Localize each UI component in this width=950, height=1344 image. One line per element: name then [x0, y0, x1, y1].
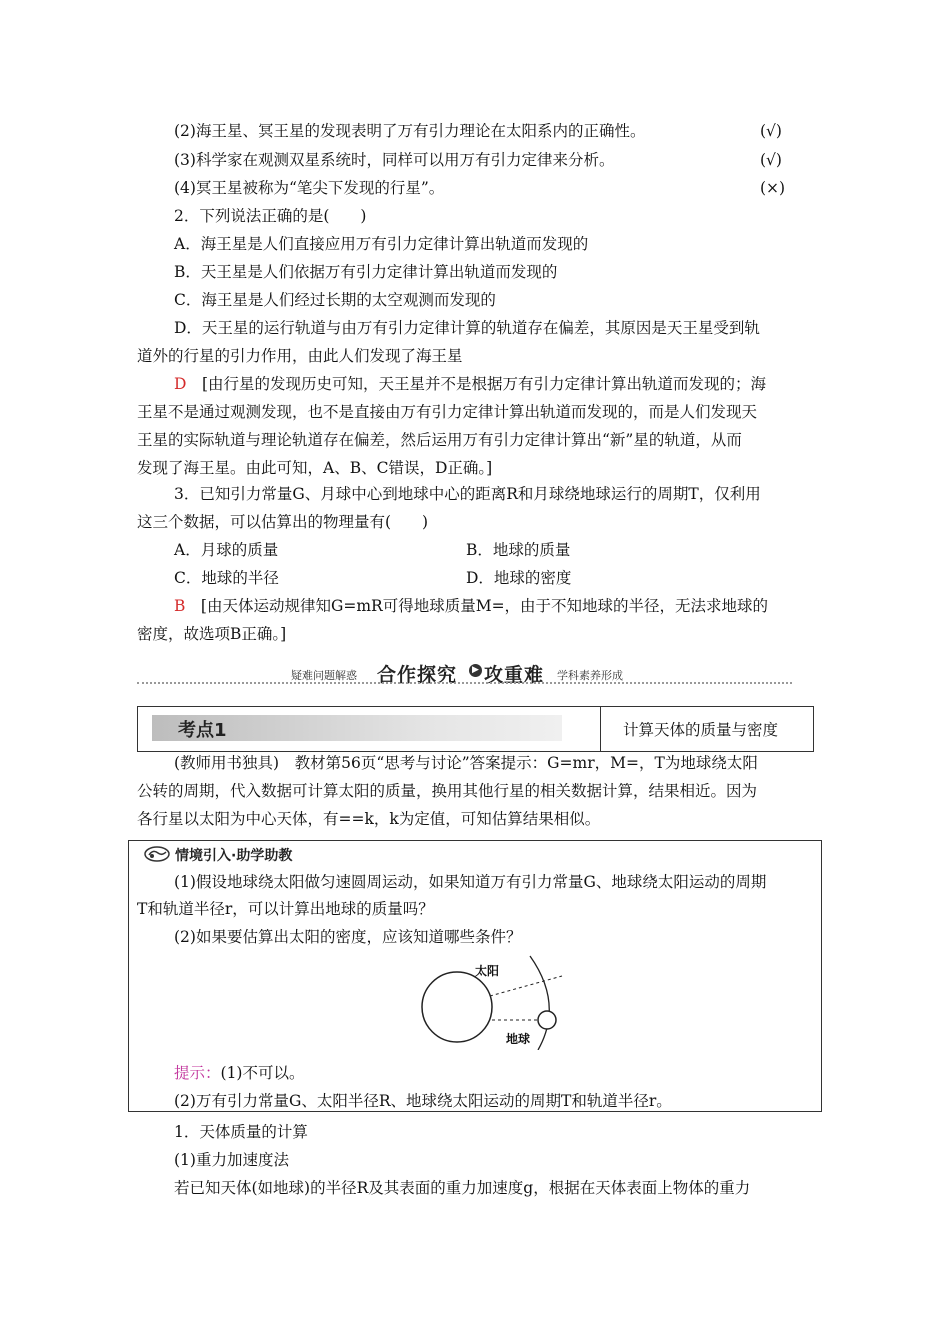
teacher-note-line3: 各行星以太阳为中心天体，有==k，k为定值，可知估算结果相似。 [137, 810, 601, 828]
q2-explain-4: 发现了海王星。由此可知，A、B、C错误，D正确。] [137, 459, 493, 477]
banner-divider [137, 682, 792, 684]
teacher-note-line1: (教师用书独具) 教材第56页“思考与讨论”答案提示：G=mr，M=，T为地球绕太阳 [174, 754, 758, 772]
judge-mark-4: (×) [760, 179, 786, 197]
q3-explain-1: [由天体运动规律知G=mR可得地球质量M=，由于不知地球的半径，无法求地球的 [200, 597, 769, 615]
q2-option-d-line2: 道外的行星的引力作用，由此人们发现了海王星 [137, 347, 463, 365]
q3-option-c: C．地球的半径 [174, 569, 279, 587]
q3-answer: B [174, 597, 186, 615]
q3-answer-line1 [174, 595, 768, 617]
q2-explain-3: 王星的实际轨道与理论轨道存在偏差，然后运用万有引力定律计算出“新”星的轨道，从而 [137, 431, 742, 449]
q2-option-d-line1: D．天王星的运行轨道与由万有引力定律计算的轨道存在偏差，其原因是天王星受到轨 [174, 319, 760, 337]
banner-title-2: 攻重难 [484, 664, 545, 686]
kaodian-tab [152, 715, 562, 741]
q2-option-b: B．天王星是人们依据万有引力定律计算出轨道而发现的 [174, 263, 558, 281]
judge-item-4: (4)冥王星被称为“笔尖下发现的行星”。 [174, 179, 445, 197]
section-text-1: 若已知天体(如地球)的半径R及其表面的重力加速度g，根据在天体表面上物体的重力 [174, 1179, 751, 1197]
judge-mark-3: (√) [760, 151, 782, 169]
banner-left-text: 疑难问题解惑 [291, 669, 357, 682]
situation-q1-line2: T和轨道半径r，可以计算出地球的质量吗？ [137, 900, 434, 918]
q2-answer-line1 [174, 373, 766, 395]
kaodian-title: 计算天体的质量与密度 [623, 721, 779, 739]
judge-item-2: (2)海王星、冥王星的发现表明了万有引力理论在太阳系内的正确性。 [174, 122, 646, 140]
judge-mark-2: (√) [760, 122, 782, 140]
section-heading: 1．天体质量的计算 [174, 1123, 308, 1141]
earth-orbit-arc [530, 956, 549, 1050]
hint-label: 提示： [174, 1064, 221, 1082]
section-subheading: (1)重力加速度法 [174, 1151, 289, 1169]
kaodian-divider [600, 707, 601, 751]
q3-option-b: B．地球的质量 [466, 541, 571, 559]
dashed-line-upper [490, 976, 562, 996]
arrow-right-icon: ▶ [469, 664, 482, 677]
situation-title: 情境引入·助学助教 [175, 848, 293, 864]
section-banner [137, 660, 792, 686]
sun-circle [422, 972, 492, 1042]
q3-option-a: A．月球的质量 [174, 541, 279, 559]
situation-q2: (2)如果要估算出太阳的密度，应该知道哪些条件？ [174, 928, 522, 946]
situation-q1-line1: (1)假设地球绕太阳做匀速圆周运动，如果知道万有引力常量G、地球绕太阳运动的周期 [174, 873, 767, 891]
earth-circle [538, 1011, 556, 1029]
teacher-note-line2: 公转的周期，代入数据可计算太阳的质量，换用其他行星的相关数据计算，结果相近。因为 [137, 782, 758, 800]
q3-stem-line1: 3．已知引力常量G、月球中心到地球中心的距离R和月球绕地球运行的周期T，仅利用 [174, 485, 761, 503]
kaodian-box [137, 706, 814, 752]
sun-label: 太阳 [475, 964, 500, 978]
q2-option-c: C．海王星是人们经过长期的太空观测而发现的 [174, 291, 496, 309]
q2-option-a: A．海王星是人们直接应用万有引力定律计算出轨道而发现的 [174, 235, 589, 253]
hint-1: (1)不可以。 [220, 1064, 305, 1082]
q2-answer: D [174, 375, 187, 393]
sun-earth-figure [412, 954, 572, 1050]
banner-right-text: 学科素养形成 [557, 669, 623, 682]
hint-line2: (2)万有引力常量G、太阳半径R、地球绕太阳运动的周期T和轨道半径r。 [174, 1092, 672, 1110]
hint-line1 [174, 1062, 304, 1084]
q3-stem-line2: 这三个数据，可以估算出的物理量有( ) [137, 513, 429, 531]
banner-title-1: 合作探究 [377, 664, 458, 686]
kaodian-label: 考点1 [178, 720, 227, 741]
q3-option-d: D．地球的密度 [466, 569, 572, 587]
earth-label: 地球 [506, 1032, 531, 1046]
q3-explain-2: 密度，故选项B正确。] [137, 625, 287, 643]
q2-explain-2: 王星不是通过观测发现，也不是直接由万有引力定律计算出轨道而发现的，而是人们发现天 [137, 403, 758, 421]
q2-explain-1: [由行星的发现历史可知，天王星并不是根据万有引力定律计算出轨道而发现的；海 [201, 375, 767, 393]
q2-stem: 2．下列说法正确的是( ) [174, 207, 367, 225]
judge-item-3: (3)科学家在观测双星系统时，同样可以用万有引力定律来分析。 [174, 151, 615, 169]
teaching-hand-icon [143, 845, 171, 863]
